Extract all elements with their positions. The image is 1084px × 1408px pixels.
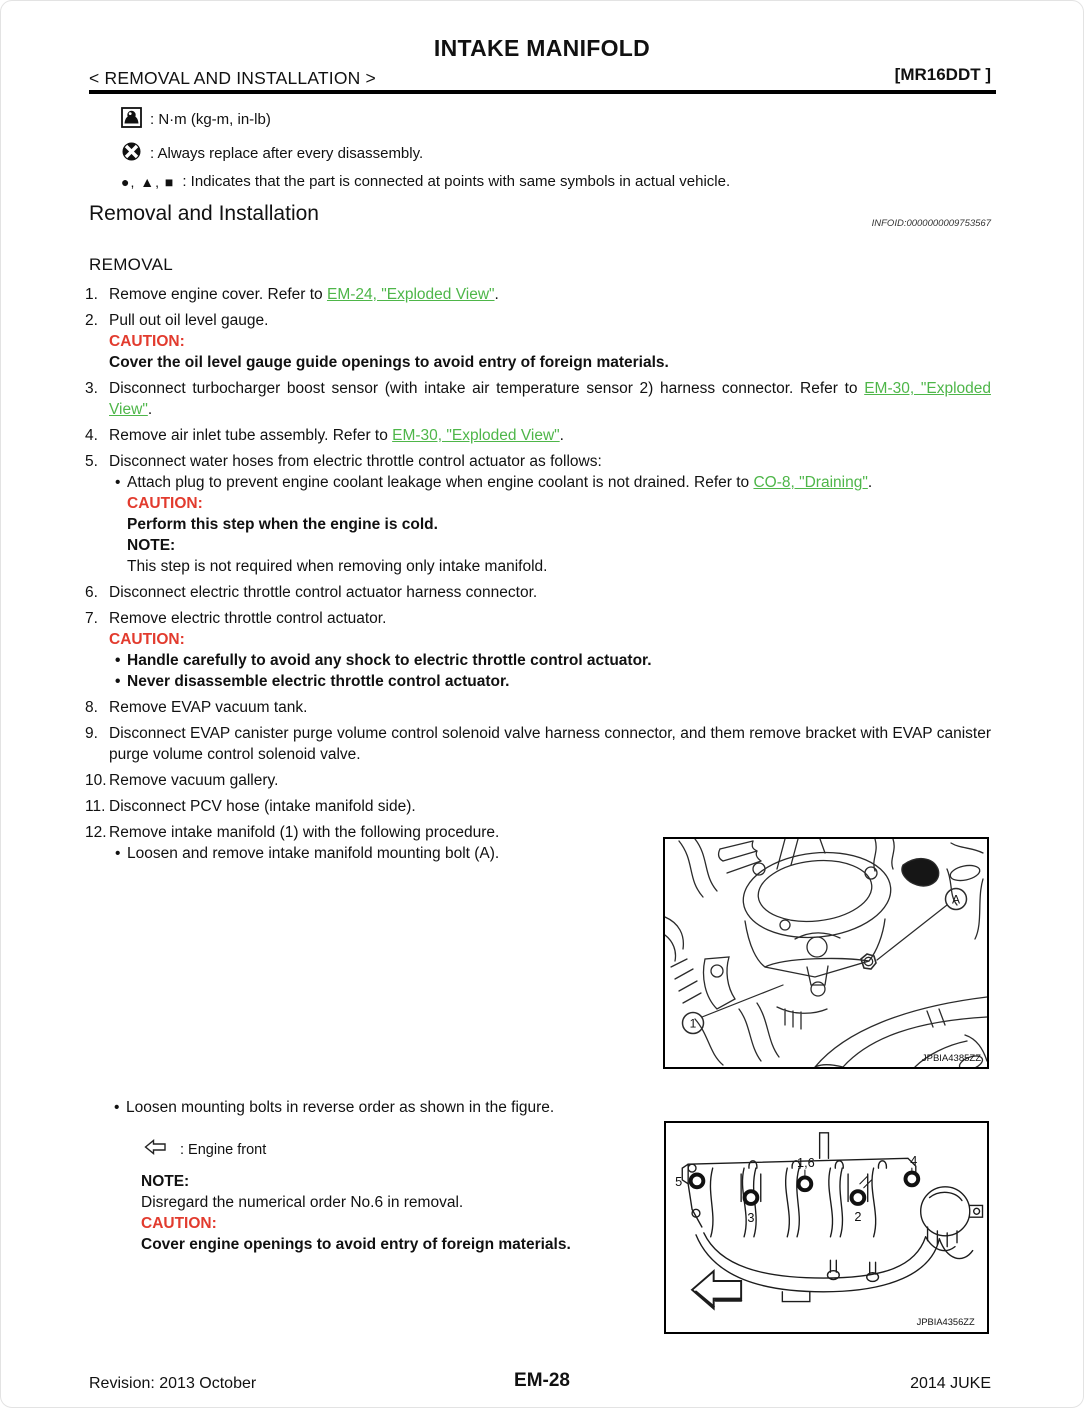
page-title: INTAKE MANIFOLD bbox=[433, 35, 651, 61]
figure-2-code: JPBIA4356ZZ bbox=[916, 1317, 975, 1328]
caution-text: Cover the oil level gauge guide openings to avoid entry of foreign materials. bbox=[109, 354, 669, 371]
replace-part-icon bbox=[121, 141, 142, 166]
removal-subheading: REMOVAL bbox=[89, 255, 173, 274]
engine-code-badge: [MR16DDT ] bbox=[894, 65, 991, 84]
figure-1-code: JPBIA4385ZZ bbox=[921, 1053, 981, 1064]
engine-front-text: : Engine front bbox=[180, 1142, 267, 1158]
removal-steps bbox=[85, 284, 991, 869]
bullet-marker: • bbox=[115, 474, 121, 491]
step-12-text: Remove intake manifold (1) with the following procedure. bbox=[109, 824, 500, 841]
legend-connection-text: : Indicates that the part is connected at points with same symbols in actual vehicle. bbox=[182, 173, 731, 190]
header-rule bbox=[89, 90, 996, 94]
footer-revision: Revision: 2013 October bbox=[89, 1375, 257, 1392]
step-11: 11. Disconnect PCV hose (intake manifold side). bbox=[85, 798, 416, 815]
note-label: NOTE: bbox=[141, 1173, 190, 1190]
caution-label: CAUTION: bbox=[109, 631, 185, 648]
link-co8-draining[interactable]: CO-8, "Draining" bbox=[753, 474, 868, 491]
callout-a: A bbox=[951, 892, 961, 907]
torque-wrench-icon bbox=[121, 107, 142, 132]
step-4: 4. Remove air inlet tube assembly. Refer to EM-30, "Exploded View". bbox=[85, 427, 564, 444]
figure-intake-manifold-bolt bbox=[663, 837, 989, 1069]
legend-connection bbox=[121, 173, 730, 190]
step-5-text: Disconnect water hoses from electric throttle control actuator as follows: bbox=[109, 453, 602, 470]
engine-front-legend bbox=[144, 1139, 651, 1162]
footer-model: 2014 JUKE bbox=[910, 1375, 991, 1392]
bullet-marker: • bbox=[114, 1099, 120, 1116]
note-text: This step is not required when removing only intake manifold. bbox=[127, 558, 548, 575]
note-label: NOTE: bbox=[127, 537, 176, 554]
step-2: 2. Pull out oil level gauge. CAUTION: Cover the oil level gauge guide openings to avoid entry of foreign materials. bbox=[85, 310, 991, 373]
caution-label: CAUTION: bbox=[141, 1215, 217, 1232]
step-3: 3. Disconnect turbocharger boost sensor (with intake air temperature sensor 2) harness connector. Refer to EM-30, "Exploded View". bbox=[85, 380, 991, 418]
step-12: 12. Remove intake manifold (1) with the following procedure. • Loosen and remove intake manifold mounting bolt (A). bbox=[85, 822, 991, 864]
bullet-marker: • bbox=[115, 673, 121, 690]
post-figure-block bbox=[114, 1097, 651, 1255]
caution-bullet-1: Handle carefully to avoid any shock to electric throttle control actuator. bbox=[127, 652, 652, 669]
step-9: 9. Disconnect EVAP canister purge volume control solenoid valve harness connector, and them remove bracket with EVAP canister purge volume control solenoid valve. bbox=[85, 725, 991, 763]
caution-text: Cover engine openings to avoid entry of foreign materials. bbox=[141, 1236, 571, 1253]
caution-bullet-2: Never disassemble electric throttle control actuator. bbox=[127, 673, 510, 690]
post-bullet-text: Loosen mounting bolts in reverse order as shown in the figure. bbox=[126, 1099, 555, 1116]
step-5: 5. Disconnect water hoses from electric throttle control actuator as follows: • Attach plug to prevent engine coolant leakage when engine coolant is not drained. Refer to CO-8, "Draining". CAUTION: Perform this step when the engine is cold. NOTE: This step is not required when removing only intake manifold. bbox=[85, 451, 991, 577]
section-heading: Removal and Installation bbox=[89, 202, 319, 225]
note-text: Disregard the numerical order No.6 in removal. bbox=[141, 1194, 464, 1211]
step-7: 7. Remove electric throttle control actuator. CAUTION: • Handle carefully to avoid any shock to electric throttle control actuator. • Never disassemble electric throttle control actuator. bbox=[85, 608, 991, 692]
figure-bolt-loosening-order bbox=[664, 1121, 989, 1334]
link-em24-exploded-view[interactable]: EM-24, "Exploded View" bbox=[326, 286, 495, 303]
step-6: 6. Disconnect electric throttle control actuator harness connector. bbox=[85, 584, 538, 601]
engine-front-arrow-icon bbox=[144, 1139, 167, 1162]
step-8: 8. Remove EVAP vacuum tank. bbox=[85, 699, 308, 716]
figure-1-illustration bbox=[665, 839, 987, 1067]
step-2-text: Pull out oil level gauge. bbox=[109, 312, 269, 329]
bolt-label-5: 5 bbox=[675, 1173, 683, 1189]
callout-1: 1 bbox=[689, 1016, 697, 1031]
bullet-marker: • bbox=[115, 845, 121, 862]
bolt-label-4: 4 bbox=[910, 1153, 918, 1169]
figure-2-illustration bbox=[666, 1123, 987, 1332]
breadcrumb: < REMOVAL AND INSTALLATION > bbox=[89, 68, 376, 88]
legend-torque bbox=[121, 107, 271, 132]
step-10: 10. Remove vacuum gallery. bbox=[85, 772, 279, 789]
bolt-label-3: 3 bbox=[747, 1210, 755, 1226]
legend-torque-text: : N·m (kg-m, in-lb) bbox=[150, 111, 271, 128]
caution-label: CAUTION: bbox=[127, 495, 203, 512]
legend-replace bbox=[121, 141, 423, 166]
link-em30-exploded-view[interactable]: EM-30, "Exploded View" bbox=[109, 380, 991, 418]
link-em30-exploded-view-2[interactable]: EM-30, "Exploded View" bbox=[392, 427, 560, 444]
bolt-label-1-6: 1,6 bbox=[797, 1155, 815, 1171]
legend-replace-text: : Always replace after every disassembly. bbox=[150, 145, 424, 162]
step-1: 1. Remove engine cover. Refer to EM-24, "Exploded View". bbox=[85, 286, 499, 303]
footer-page-number: EM-28 bbox=[514, 1370, 570, 1391]
infoid-label: INFOID:0000000009753567 bbox=[871, 218, 991, 229]
step-12-bullet: Loosen and remove intake manifold mounting bolt (A). bbox=[127, 845, 500, 862]
step-7-text: Remove electric throttle control actuator. bbox=[109, 610, 387, 627]
bolt-label-2: 2 bbox=[854, 1209, 862, 1225]
bullet-marker: • bbox=[115, 652, 121, 669]
caution-label: CAUTION: bbox=[109, 333, 185, 350]
caution-text: Perform this step when the engine is cold. bbox=[127, 516, 438, 533]
connection-symbols-icon: ●, ▲, ■ bbox=[121, 173, 175, 190]
